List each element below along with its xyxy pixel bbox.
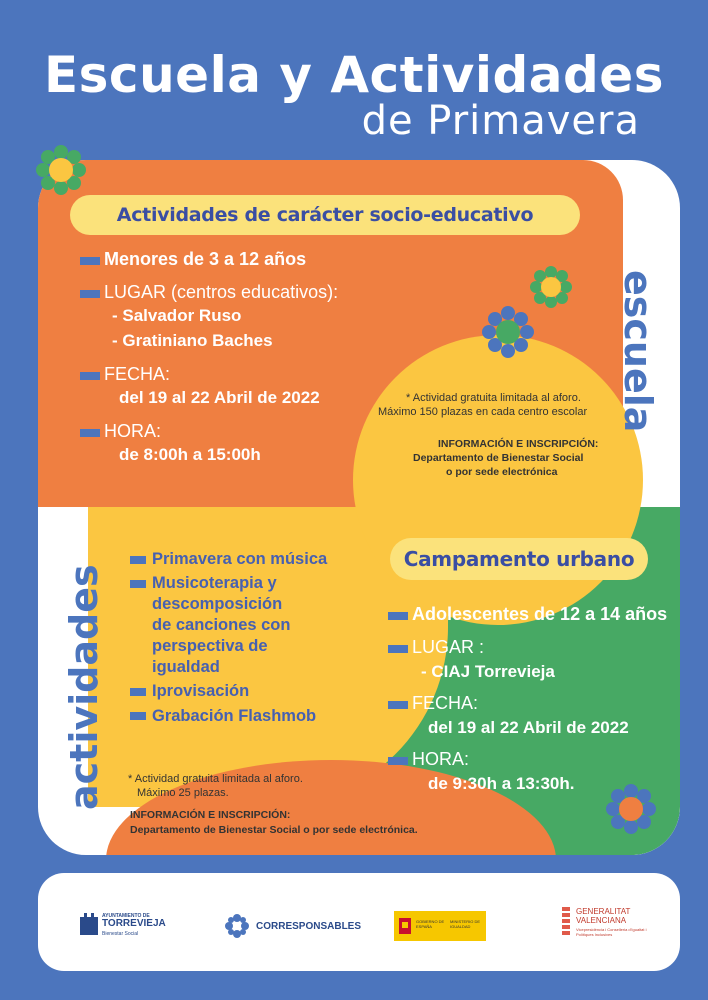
campamento-hora-label: HORA:: [412, 749, 470, 769]
bullet-dash: [388, 757, 408, 765]
actividad-item-cont: de canciones con: [152, 616, 291, 634]
bullet-dash: [130, 712, 146, 720]
escuela-note-circle: [353, 335, 643, 625]
bullet-dash: [80, 257, 100, 265]
escuela-side-label: escuela: [616, 270, 660, 433]
escuela-info-1: INFORMACIÓN E INSCRIPCIÓN:: [438, 438, 599, 450]
actividades-info-2: Departamento de Bienestar Social o por sede electrónica.: [130, 824, 418, 836]
flower-icon: [604, 782, 658, 836]
actividad-item: Primavera con música: [152, 550, 328, 568]
actividad-item: Musicoterapia y: [152, 574, 277, 592]
actividad-item-cont: perspectiva de: [152, 637, 268, 655]
campamento-age: Adolescentes de 12 a 14 años: [412, 604, 668, 624]
corresponsables-flower-icon: [224, 913, 250, 939]
campamento-hora: de 9:30h a 13:30h.: [428, 774, 575, 793]
escuela-fecha: del 19 al 22 Abril de 2022: [119, 388, 320, 407]
actividad-item-cont: descomposición: [152, 595, 283, 613]
page-title-line2: de Primavera: [361, 98, 640, 144]
escuela-heading: Actividades de carácter socio-educativo: [70, 195, 580, 235]
flower-icon: [34, 143, 88, 197]
escuela-center-1: - Salvador Ruso: [112, 306, 242, 325]
bullet-dash: [80, 290, 100, 298]
escuela-age: Menores de 3 a 12 años: [104, 249, 307, 269]
bullet-dash: [130, 580, 146, 588]
actividades-note-2: Máximo 25 plazas.: [137, 787, 229, 799]
sponsor-logos-bar: AYUNTAMIENTO DE TORREVIEJA Bienestar Social CORRESPONSABLES GOBIERNO DE ESPAÑA MINISTERIO DE IGUALDAD GENERALITAT VALENCIANA Vicepresidència i Conselleria d'Igualtat i Polítiques Inclusives: [38, 873, 680, 971]
spain-shield-icon: [398, 916, 412, 936]
bullet-dash: [388, 612, 408, 620]
flower-icon: [480, 304, 536, 360]
actividades-info-1: INFORMACIÓN E INSCRIPCIÓN:: [130, 809, 291, 821]
campamento-lugar: - CIAJ Torrevieja: [421, 662, 555, 681]
escuela-hora: de 8:00h a 15:00h: [119, 445, 261, 464]
escuela-center-2: - Gratiniano Baches: [112, 331, 273, 350]
bullet-dash: [130, 688, 146, 696]
actividad-item: Iprovisación: [152, 682, 250, 700]
escuela-info-2: Departamento de Bienestar Social: [413, 452, 584, 464]
bullet-dash: [80, 372, 100, 380]
campamento-fecha-label: FECHA:: [412, 693, 479, 713]
generalitat-emblem-icon: [560, 907, 572, 935]
escuela-note-2: Máximo 150 plazas en cada centro escolar: [378, 406, 588, 418]
escuela-note-1: * Actividad gratuita limitada al aforo.: [406, 392, 581, 404]
actividad-item: Grabación Flashmob: [152, 707, 317, 725]
campamento-heading: Campamento urbano: [390, 538, 648, 580]
bullet-dash: [388, 701, 408, 709]
escuela-lugar-label: LUGAR (centros educativos):: [104, 282, 339, 302]
escuela-hora-label: HORA:: [104, 421, 162, 441]
escuela-info-3: o por sede electrónica: [446, 466, 558, 478]
bullet-dash: [388, 645, 408, 653]
page-title-line1: Escuela y Actividades: [44, 46, 664, 104]
actividades-note-1: * Actividad gratuita limitada al aforo.: [128, 773, 303, 785]
actividad-item-cont: igualdad: [152, 658, 220, 676]
campamento-lugar-label: LUGAR :: [412, 637, 485, 657]
bullet-dash: [130, 556, 146, 564]
bullet-dash: [80, 429, 100, 437]
gobierno-logo: GOBIERNO DE ESPAÑA MINISTERIO DE IGUALDAD: [394, 911, 486, 941]
actividades-side-label: actividades: [62, 564, 106, 810]
escuela-fecha-label: FECHA:: [104, 364, 171, 384]
campamento-fecha: del 19 al 22 Abril de 2022: [428, 718, 629, 737]
castle-icon: [80, 913, 98, 935]
